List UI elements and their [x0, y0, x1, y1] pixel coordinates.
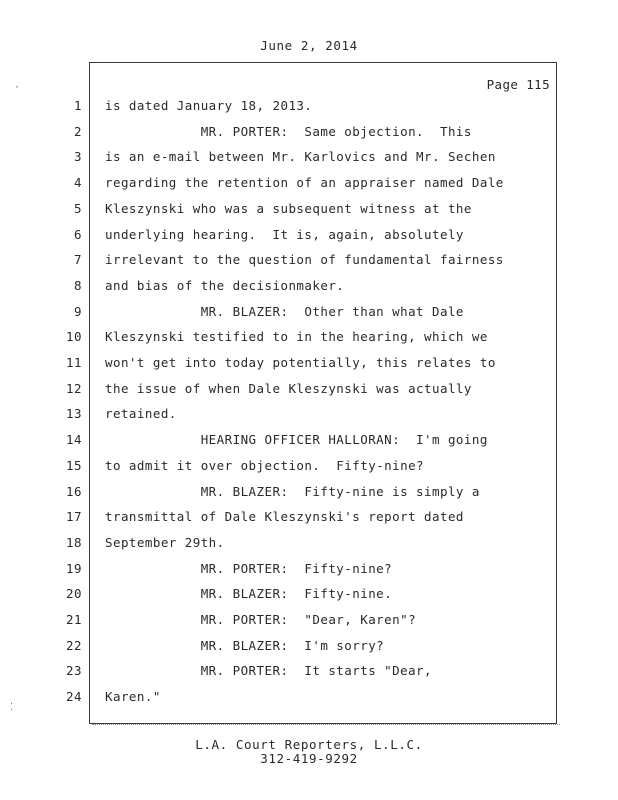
transcript-line: [0, 638, 618, 660]
transcript-line: [0, 201, 618, 223]
line-text: to admit it over objection. Fifty-nine?: [105, 457, 425, 473]
line-text: retained.: [105, 406, 177, 422]
line-number: 16: [66, 483, 82, 499]
scan-speck-mark: ⁚: [10, 702, 14, 713]
line-text: underlying hearing. It is, again, absolutely: [105, 226, 464, 242]
line-text: Karen.": [105, 689, 161, 705]
line-text: MR. BLAZER: Fifty-nine is simply a: [105, 483, 480, 499]
transcript-line: [0, 252, 618, 274]
transcript-line: [0, 586, 618, 608]
line-number: 1: [74, 98, 82, 113]
transcript-line: [0, 561, 618, 583]
transcript-line: [0, 227, 618, 249]
line-number: 23: [66, 663, 82, 679]
line-number: 4: [74, 175, 82, 191]
line-number: 24: [66, 689, 82, 705]
transcript-line: [0, 304, 618, 326]
line-text: MR. BLAZER: I'm sorry?: [105, 637, 385, 653]
transcript-line: [0, 98, 618, 120]
transcript-line: [0, 612, 618, 634]
line-number: 2: [74, 123, 82, 139]
transcript-line: [0, 663, 618, 685]
line-text: won't get into today potentially, this relates to: [105, 355, 496, 370]
line-number: 15: [66, 457, 82, 473]
line-number: 14: [66, 432, 82, 448]
transcript-line: [0, 381, 618, 403]
line-text: is an e-mail between Mr. Karlovics and Mr. Sechen: [105, 149, 496, 165]
transcript-line: [0, 329, 618, 351]
line-text: irrelevant to the question of fundamental fairness: [105, 252, 504, 268]
line-number: 18: [66, 534, 82, 550]
transcript-line: [0, 689, 618, 711]
transcript-line: [0, 175, 618, 197]
line-text: MR. PORTER: Same objection. This: [105, 123, 472, 139]
line-text: HEARING OFFICER HALLORAN: I'm going: [105, 432, 488, 448]
line-number: 11: [66, 355, 82, 370]
line-text: September 29th.: [105, 534, 225, 550]
transcript-line: [0, 432, 618, 454]
transcript-line: [0, 535, 618, 557]
line-number: 20: [66, 586, 82, 602]
line-text: MR. BLAZER: Other than what Dale: [105, 303, 464, 319]
line-number: 13: [66, 406, 82, 422]
line-text: the issue of when Dale Kleszynski was actually: [105, 380, 472, 396]
scan-speck-mark: ·: [14, 82, 21, 93]
line-number: 10: [66, 329, 82, 345]
line-number: 8: [74, 277, 82, 293]
line-number: 17: [66, 509, 82, 525]
line-number: 19: [66, 560, 82, 576]
court-reporter-name: L.A. Court Reporters, L.L.C.: [195, 737, 423, 752]
line-number: 21: [66, 612, 82, 627]
page-number: Page 115: [486, 77, 550, 92]
line-number: 9: [74, 303, 82, 319]
line-text: transmittal of Dale Kleszynski's report dated: [105, 509, 464, 525]
line-number: 5: [74, 200, 82, 216]
line-number: 3: [74, 149, 82, 165]
transcript-line: [0, 509, 618, 531]
line-text: Kleszynski testified to in the hearing, which we: [105, 329, 488, 345]
line-number: 6: [74, 226, 82, 242]
line-text: is dated January 18, 2013.: [105, 98, 313, 113]
transcript-line: [0, 149, 618, 171]
transcript-line: [0, 406, 618, 428]
line-number: 22: [66, 637, 82, 653]
line-text: MR. PORTER: It starts "Dear,: [105, 663, 433, 679]
transcript-line: [0, 484, 618, 506]
line-number: 7: [74, 252, 82, 268]
line-text: MR. PORTER: Fifty-nine?: [105, 560, 393, 576]
transcript-date: June 2, 2014: [260, 38, 358, 53]
line-text: MR. BLAZER: Fifty-nine.: [105, 586, 393, 602]
transcript-line: [0, 124, 618, 146]
transcript-line: [0, 355, 618, 377]
transcript-line: [0, 278, 618, 300]
line-text: MR. PORTER: "Dear, Karen"?: [105, 612, 417, 627]
line-text: regarding the retention of an appraiser named Dale: [105, 175, 504, 191]
line-text: Kleszynski who was a subsequent witness at the: [105, 200, 472, 216]
court-reporter-phone: 312-419-9292: [260, 751, 358, 766]
frame-bottom-edge: [92, 724, 560, 727]
transcript-line: [0, 458, 618, 480]
line-number: 12: [66, 380, 82, 396]
line-text: and bias of the decisionmaker.: [105, 277, 345, 293]
